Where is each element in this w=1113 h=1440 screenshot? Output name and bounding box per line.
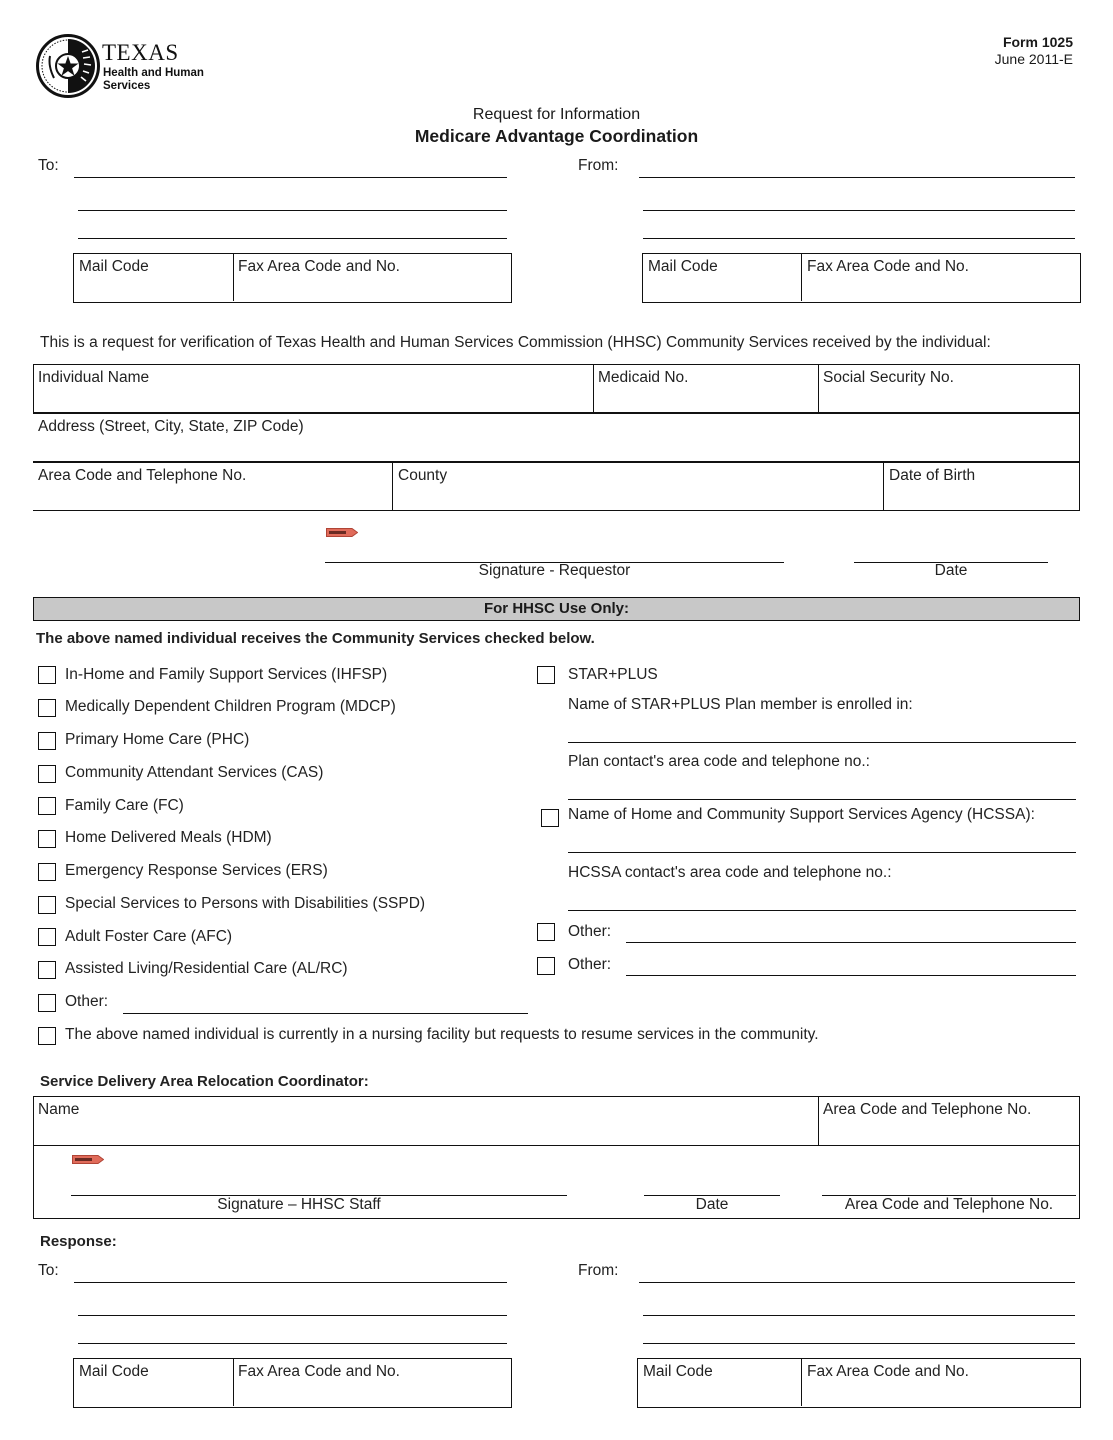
response-to-label: To:	[38, 1262, 59, 1279]
texas-seal-icon	[36, 34, 100, 98]
starplus-plan-input-line[interactable]	[568, 742, 1076, 743]
nursing-facility-label: The above named individual is currently in a nursing facility but requests to resume services in the community.	[65, 1026, 819, 1043]
service-label: Emergency Response Services (ERS)	[65, 862, 328, 879]
service-label: Family Care (FC)	[65, 797, 184, 814]
county-field[interactable]: County	[398, 467, 448, 484]
to-mail-code-field[interactable]: Mail Code	[79, 258, 149, 275]
service-checkbox[interactable]	[38, 797, 56, 815]
hcssa-contact-label: HCSSA contact's area code and telephone no.:	[568, 864, 892, 881]
staff-phone-label: Area Code and Telephone No.	[844, 1196, 1054, 1213]
other-input-line[interactable]	[123, 1013, 528, 1014]
hcssa-contact-input-line[interactable]	[568, 910, 1076, 911]
response-to-line-1[interactable]	[74, 1282, 507, 1283]
response-to-line-3[interactable]	[78, 1343, 507, 1344]
to-line-3[interactable]	[78, 238, 507, 239]
service-checkbox[interactable]	[38, 666, 56, 684]
from-fax-field[interactable]: Fax Area Code and No.	[807, 258, 969, 275]
to-line-1[interactable]	[74, 177, 507, 178]
right-other2-input-line[interactable]	[626, 975, 1076, 976]
service-label: Medically Dependent Children Program (MDCP)	[65, 698, 396, 715]
individual-name-field[interactable]: Individual Name	[38, 369, 150, 386]
agency-logo-line3: Services	[103, 80, 151, 92]
response-to-fax-field[interactable]: Fax Area Code and No.	[238, 1363, 400, 1380]
service-label: In-Home and Family Support Services (IHFSP)	[65, 666, 388, 683]
dob-field[interactable]: Date of Birth	[889, 467, 976, 484]
requestor-date-label: Date	[934, 562, 968, 579]
from-line-2[interactable]	[643, 210, 1075, 211]
staff-date-label: Date	[695, 1196, 729, 1213]
response-from-label: From:	[578, 1262, 619, 1279]
from-line-1[interactable]	[639, 177, 1075, 178]
plan-contact-input-line[interactable]	[568, 799, 1076, 800]
nursing-facility-checkbox[interactable]	[38, 1027, 56, 1045]
right-other2-checkbox[interactable]	[537, 957, 555, 975]
from-line-3[interactable]	[643, 238, 1075, 239]
to-line-2[interactable]	[78, 210, 507, 211]
hcssa-checkbox[interactable]	[541, 809, 559, 827]
service-checkbox[interactable]	[38, 732, 56, 750]
response-from-line-1[interactable]	[639, 1282, 1075, 1283]
address-field[interactable]: Address (Street, City, State, ZIP Code)	[38, 418, 304, 435]
ssn-field[interactable]: Social Security No.	[823, 369, 954, 386]
starplus-plan-label: Name of STAR+PLUS Plan member is enrolled in:	[568, 696, 913, 713]
sign-here-tag-icon	[326, 524, 358, 533]
hhsc-use-only-bar	[33, 597, 1080, 621]
service-label: Community Attendant Services (CAS)	[65, 764, 324, 781]
service-label: Special Services to Persons with Disabilities (SSPD)	[65, 895, 426, 912]
service-checkbox[interactable]	[38, 928, 56, 946]
phone-field[interactable]: Area Code and Telephone No.	[38, 467, 247, 484]
right-other2-label: Other:	[568, 956, 612, 973]
staff-signature-label: Signature – HHSC Staff	[217, 1196, 381, 1213]
coordinator-heading: Service Delivery Area Relocation Coordinator:	[40, 1073, 369, 1090]
service-checkbox[interactable]	[38, 830, 56, 848]
hhsc-use-only-label: For HHSC Use Only:	[483, 600, 630, 617]
other-label: Other:	[65, 993, 109, 1010]
coordinator-name-field[interactable]: Name	[38, 1101, 80, 1118]
to-fax-field[interactable]: Fax Area Code and No.	[238, 258, 400, 275]
service-checkbox[interactable]	[38, 961, 56, 979]
plan-contact-label: Plan contact's area code and telephone no.:	[568, 753, 870, 770]
starplus-checkbox[interactable]	[537, 666, 555, 684]
divider	[801, 254, 802, 301]
starplus-label: STAR+PLUS	[568, 666, 658, 683]
sign-here-tag-icon	[72, 1151, 104, 1160]
service-checkbox[interactable]	[38, 699, 56, 717]
form-number: Form 1025	[1002, 34, 1073, 50]
form-title: Medicare Advantage Coordination	[414, 126, 699, 146]
service-label: Home Delivered Meals (HDM)	[65, 829, 272, 846]
service-label: Adult Foster Care (AFC)	[65, 928, 233, 945]
response-from-line-3[interactable]	[643, 1343, 1075, 1344]
response-to-line-2[interactable]	[78, 1315, 507, 1316]
divider	[233, 254, 234, 301]
service-checkbox[interactable]	[38, 863, 56, 881]
agency-logo-title: TEXAS	[102, 40, 179, 65]
response-heading: Response:	[40, 1233, 117, 1250]
from-label: From:	[578, 157, 619, 174]
response-from-fax-field[interactable]: Fax Area Code and No.	[807, 1363, 969, 1380]
right-other1-checkbox[interactable]	[537, 923, 555, 941]
form-subtitle: Request for Information	[472, 106, 641, 123]
service-checkbox[interactable]	[38, 896, 56, 914]
service-checkbox[interactable]	[38, 765, 56, 783]
right-other1-label: Other:	[568, 923, 612, 940]
hcssa-label: Name of Home and Community Support Services Agency (HCSSA):	[568, 806, 1035, 823]
right-other1-input-line[interactable]	[626, 942, 1076, 943]
verification-intro: This is a request for verification of Texas Health and Human Services Commission (HHSC) Community Services received by the individual:	[40, 334, 991, 351]
service-label: Primary Home Care (PHC)	[65, 731, 250, 748]
agency-logo-line2: Health and Human	[103, 67, 204, 79]
requestor-signature-label: Signature - Requestor	[478, 562, 631, 579]
response-to-mail-code-field[interactable]: Mail Code	[79, 1363, 149, 1380]
response-from-line-2[interactable]	[643, 1315, 1075, 1316]
response-from-mail-code-field[interactable]: Mail Code	[643, 1363, 713, 1380]
form-revision-date: June 2011-E	[994, 51, 1073, 67]
other-checkbox[interactable]	[38, 994, 56, 1012]
service-label: Assisted Living/Residential Care (AL/RC)	[65, 960, 348, 977]
from-mail-code-field[interactable]: Mail Code	[648, 258, 718, 275]
to-label: To:	[38, 157, 59, 174]
coordinator-phone-field[interactable]: Area Code and Telephone No.	[823, 1101, 1032, 1118]
hhsc-instruction: The above named individual receives the Community Services checked below.	[36, 630, 595, 647]
hcssa-input-line[interactable]	[568, 852, 1076, 853]
medicaid-no-field[interactable]: Medicaid No.	[598, 369, 689, 386]
